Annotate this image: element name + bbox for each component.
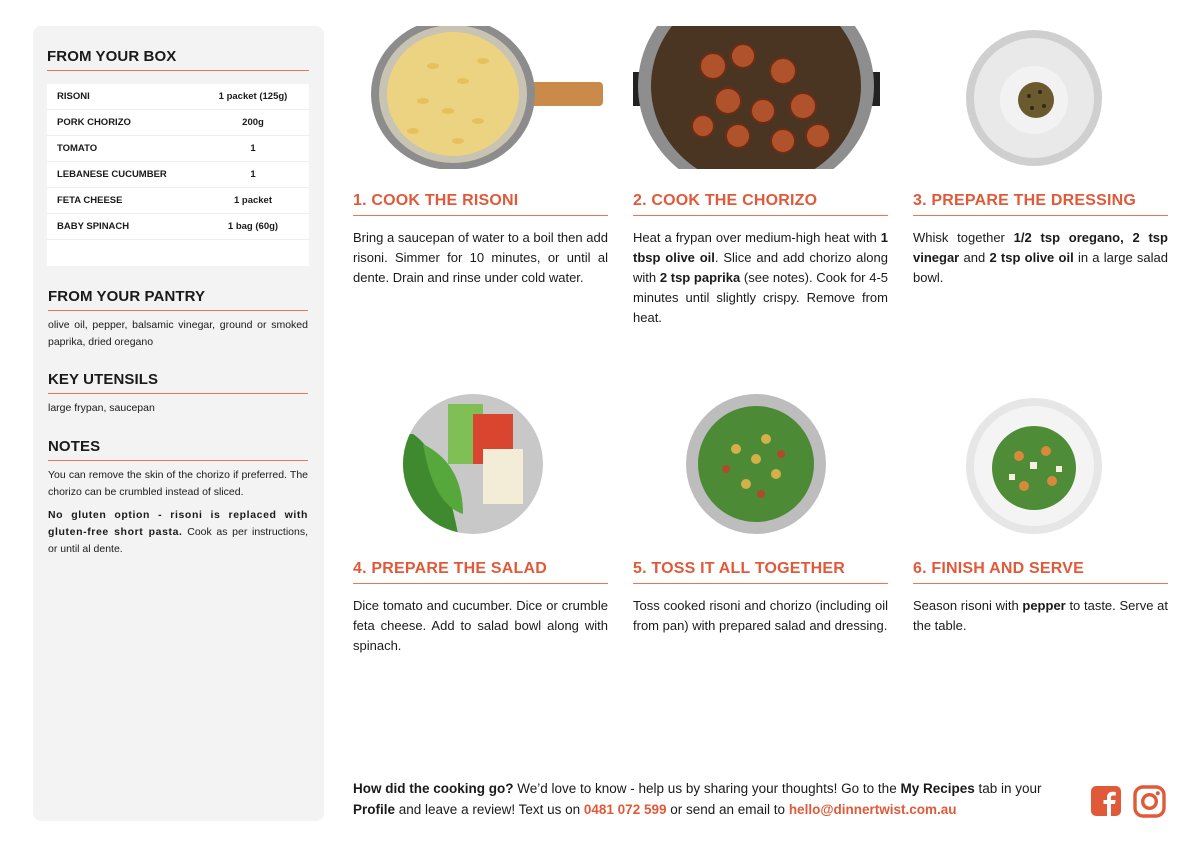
utensils-section: [48, 371, 308, 417]
ingredient-name: TOMATO: [57, 143, 98, 154]
from-your-box-heading: FROM YOUR BOX: [47, 48, 309, 71]
table-row: [47, 84, 309, 110]
utensils-heading: KEY UTENSILS: [48, 371, 308, 394]
box-ingredients-table: [47, 84, 309, 266]
step-4-title: 4. PREPARE THE SALAD: [353, 560, 608, 584]
ingredients-sidebar: [33, 26, 324, 821]
profile-link-text: Profile: [353, 802, 396, 817]
step-text-part: Season risoni with: [913, 598, 1023, 613]
step-5-text: [633, 596, 888, 636]
ingredient-qty: 1 packet: [233, 195, 273, 206]
ingredient-qty: 200g: [242, 117, 264, 128]
table-row: [47, 162, 309, 188]
notes-heading: NOTES: [48, 438, 308, 461]
phone-number-link[interactable]: 0481 072 599: [583, 802, 667, 817]
step-text-part: Whisk together: [913, 230, 1014, 245]
step-6-title: 6. FINISH AND SERVE: [913, 560, 1168, 584]
ingredient-name: RISONI: [57, 91, 90, 102]
risoni-colander-photo: [353, 26, 608, 169]
pantry-heading: FROM YOUR PANTRY: [48, 288, 308, 311]
step-text-bold: 2 tsp olive oil: [989, 250, 1074, 265]
pantry-section: [48, 288, 308, 351]
gluten-note-rest: Cook as per instructions, or until al dente.: [48, 526, 309, 555]
step-text-part: (see notes). Cook for 4-5 minutes until slightly crispy. Remove from heat.: [633, 270, 888, 325]
gluten-note: [48, 507, 308, 558]
tossed-salad-photo: [686, 394, 826, 534]
feedback-footer: [353, 778, 1073, 820]
step-2-text: [633, 228, 888, 328]
table-row: [47, 214, 309, 240]
step-2-title: 2. COOK THE CHORIZO: [633, 192, 888, 216]
table-row: [47, 110, 309, 136]
table-row: [47, 136, 309, 162]
dressing-bowl-photo: [964, 28, 1104, 168]
step-text-part: to taste. Serve at the table.: [913, 598, 1168, 633]
ingredient-qty: 1: [250, 143, 256, 154]
step-text-part: Toss cooked risoni and chorizo (including oil from pan) with prepared salad and dressing.: [633, 598, 888, 633]
step-1-title: 1. COOK THE RISONI: [353, 192, 608, 216]
footer-text: or send an email to: [666, 802, 789, 817]
footer-text: and leave a review! Text us on: [395, 802, 584, 817]
footer-text: We’d love to know - help us by sharing your thoughts! Go to the: [513, 781, 901, 796]
facebook-icon[interactable]: [1090, 785, 1122, 822]
feedback-question: How did the cooking go?: [353, 781, 514, 796]
step-3-text: [913, 228, 1168, 288]
my-recipes-link-text: My Recipes: [900, 781, 975, 796]
ingredient-qty: 1 packet (125g): [218, 91, 288, 102]
footer-text: tab in your: [974, 781, 1042, 796]
step-text-part: Bring a saucepan of water to a boil then add risoni. Simmer for 10 minutes, or until al dente. Drain and rinse under cold water.: [353, 230, 608, 285]
notes-text: You can remove the skin of the chorizo if preferred. The chorizo can be crumbled instead of sliced.: [48, 469, 308, 498]
step-text-bold: pepper: [1022, 598, 1066, 613]
step-text-bold: 1 tbsp olive oil: [633, 230, 888, 265]
step-text-part: Heat a frypan over medium-high heat with: [633, 230, 881, 245]
ingredient-name: LEBANESE CUCUMBER: [57, 169, 167, 180]
salad-ingredients-photo: [403, 394, 543, 534]
step-text-part: Dice tomato and cucumber. Dice or crumble feta cheese. Add to salad bowl along with spinach.: [353, 598, 608, 653]
step-text-part: in a large salad bowl.: [913, 250, 1169, 285]
step-6-text: [913, 596, 1168, 636]
step-4-text: [353, 596, 608, 656]
chorizo-pan-photo: [633, 26, 888, 169]
served-salad-photo: [964, 396, 1104, 536]
step-text-part: and: [959, 250, 990, 265]
step-5-title: 5. TOSS IT ALL TOGETHER: [633, 560, 888, 584]
email-link[interactable]: hello@dinnertwist.com.au: [788, 802, 957, 817]
notes-section: [48, 438, 308, 558]
ingredient-qty: 1 bag (60g): [227, 221, 279, 232]
step-text-bold: 1/2 tsp oregano, 2 tsp vinegar: [913, 230, 1168, 265]
ingredient-name: BABY SPINACH: [57, 221, 130, 232]
pantry-text: olive oil, pepper, balsamic vinegar, ground or smoked paprika, dried oregano: [48, 319, 308, 348]
step-3-title: 3. PREPARE THE DRESSING: [913, 192, 1168, 216]
ingredient-name: PORK CHORIZO: [57, 117, 131, 128]
utensils-text: large frypan, saucepan: [48, 402, 155, 414]
ingredient-qty: 1: [250, 169, 256, 180]
step-1-text: [353, 228, 608, 288]
step-text-part: . Slice and add chorizo along with: [633, 250, 888, 285]
instagram-icon[interactable]: [1133, 785, 1166, 823]
table-row: [47, 188, 309, 214]
step-text-bold: 2 tsp paprika: [659, 270, 741, 285]
gluten-note-bold: No gluten option - risoni is replaced with gluten-free short pasta.: [48, 509, 308, 538]
ingredient-name: FETA CHEESE: [57, 195, 123, 206]
